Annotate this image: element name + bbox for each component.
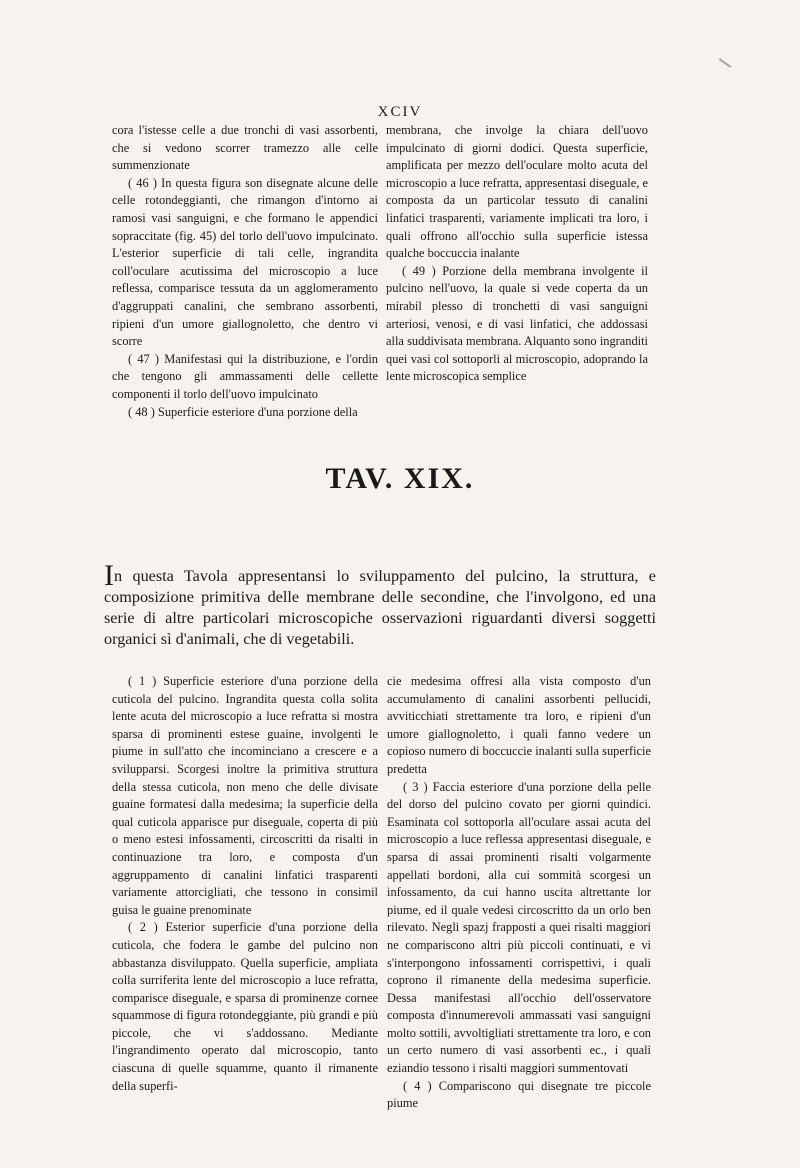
intro-text: n questa Tavola appresentansi lo sviluppamento del pulcino, la struttura, e composizione primitiva delle membrane delle secondine, che l'involgono, ed una serie di altre particolari microscopiche osservazioni riguardanti diversi soggetti organici sì d'animali, che di vegetabili. [104,567,656,648]
bottom-right-column [387,673,651,1113]
drop-cap: I [104,559,114,592]
plate-title: TAV. XIX. [325,462,475,495]
paragraph: ( 49 ) Porzione della membrana involgente il pulcino nell'uovo, la quale si vede coperta da un mirabil plesso di tronchetti di vasi sanguigni arteriosi, venosi, e di vasi linfatici, che addossasi alla suddivisata membrana. Alquanto sono ingranditi quei vasi col sottoporli al microscopio, adoprando la lente microscopica semplice [386,263,648,384]
top-left-column [112,122,378,421]
intro-paragraph [104,559,656,650]
paragraph: ( 4 ) Compariscono qui disegnate tre piccole piume [387,1078,651,1111]
paragraph: ( 1 ) Superficie esteriore d'una porzione della cuticola del pulcino. Ingrandita questa colla solita lente acuta del microscopio a luce refratta si mostra sparsa di prominenti estese guaine, involgenti le piume in sull'atto che incominciano a crescere e a svilupparsi. Scorgesi inoltre la primitiva struttura della stessa cuticola, non meno che delle divisate guaine formatesi dalla medesima; la superficie della qual cuticola apparisce pur diseguale, coperta di più o meno estesi infossamenti, circoscritti da risalti in continuazione tra loro, e composta d'un aggruppamento di canalini linfatici trasparenti variamente attorcigliati, che tessono in consimil guisa le guaine prenominate [112,674,378,917]
paragraph: cora l'istesse celle a due tronchi di vasi assorbenti, che si vedono scorrer tramezzo alle celle summenzionate [112,123,378,173]
page-number: XCIV [377,104,423,120]
paragraph: cie medesima offresi alla vista composto d'un accumulamento di canalini assorbenti pellucidi, avviticchiati strettamente tra loro, e ripieni d'un umore giallognoletto, i quali fanno vedere un copioso numero di boccuccie inalanti sulla superficie predetta [387,674,651,776]
paragraph: ( 3 ) Faccia esteriore d'una porzione della pelle del dorso del pulcino covato per giorni quindici. Esaminata col sottoporla all'oculare assai acuta del microscopio a luce reflessa appresentasi diseguale, e sparsa di assai prominenti risalti volgarmente appellati bordoni, alla cui sommità scorgesi un infossamento, da cui hanno uscita altrettante lor piume, ed il quale vedesi circoscritto da un orlo ben rilevato. Negli spazj frapposti a quei risalti maggiori ne compariscono altri più piccoli continuati, e vi s'interpongono infossamenti corrispettivi, i quali coprono il rimanente della medesima superficie. Dessa manifestasi all'occhio dell'osservatore composta d'innumerevoli ammassati vasi sanguigni molto sottili, avvoltigliati strettamente tra loro, e con un certo numero di vasi assorbenti ec., i quali eziandio tessono i risalti maggiori summentovati [387,779,651,1076]
paragraph: ( 46 ) In questa figura son disegnate alcune delle celle rotondeggianti, che rimangon d'intorno ai ramosi vasi sanguigni, e che formano le appendici sopraccitate (fig. 45) del torlo dell'uovo impulcinato. L'esterior superficie di tali celle, ingrandita coll'oculare acutissima del microscopio a luce reflessa, comparisce tessuta da un agglomeramento d'aggruppati canalini, che sembrano assorbenti, ripieni d'un umore giallognoletto, che dentro vi scorre [112,175,378,349]
paragraph: membrana, che involge la chiara dell'uovo impulcinato di giorni dodici. Questa superficie, amplificata per mezzo dell'oculare molto acuta del microscopio a luce refratta, appresentasi diseguale, e composta da un particolar tessuto di canalini linfatici trasparenti, variamente implicati tra loro, i quali offrono all'occhio sulla superficie istessa qualche boccuccia inalante [386,123,648,261]
paper-mark [719,58,732,68]
bottom-left-column [112,673,378,1095]
paragraph: ( 47 ) Manifestasi qui la distribuzione, e l'ordin che tengono gli ammassamenti delle cellette componenti il torlo dell'uovo impulcinato [112,351,378,401]
paragraph: ( 48 ) Superficie esteriore d'una porzione della [128,404,358,419]
top-right-column [386,122,648,386]
paragraph: ( 2 ) Esterior superficie d'una porzione della cuticola, che fodera le gambe del pulcino non abbastanza disviluppato. Quella superficie, ampliata colla surriferita lente del microscopio a luce refratta, comparisce diseguale, e sparsa di prominenze cornee squammose di figura rotondeggiante, più grandi e più piccole, che vi s'addossano. Mediante l'ingrandimento operato dal microscopio, tanto ciascuna di quelle squamme, quanto il rimanente della superfi- [112,920,378,1093]
